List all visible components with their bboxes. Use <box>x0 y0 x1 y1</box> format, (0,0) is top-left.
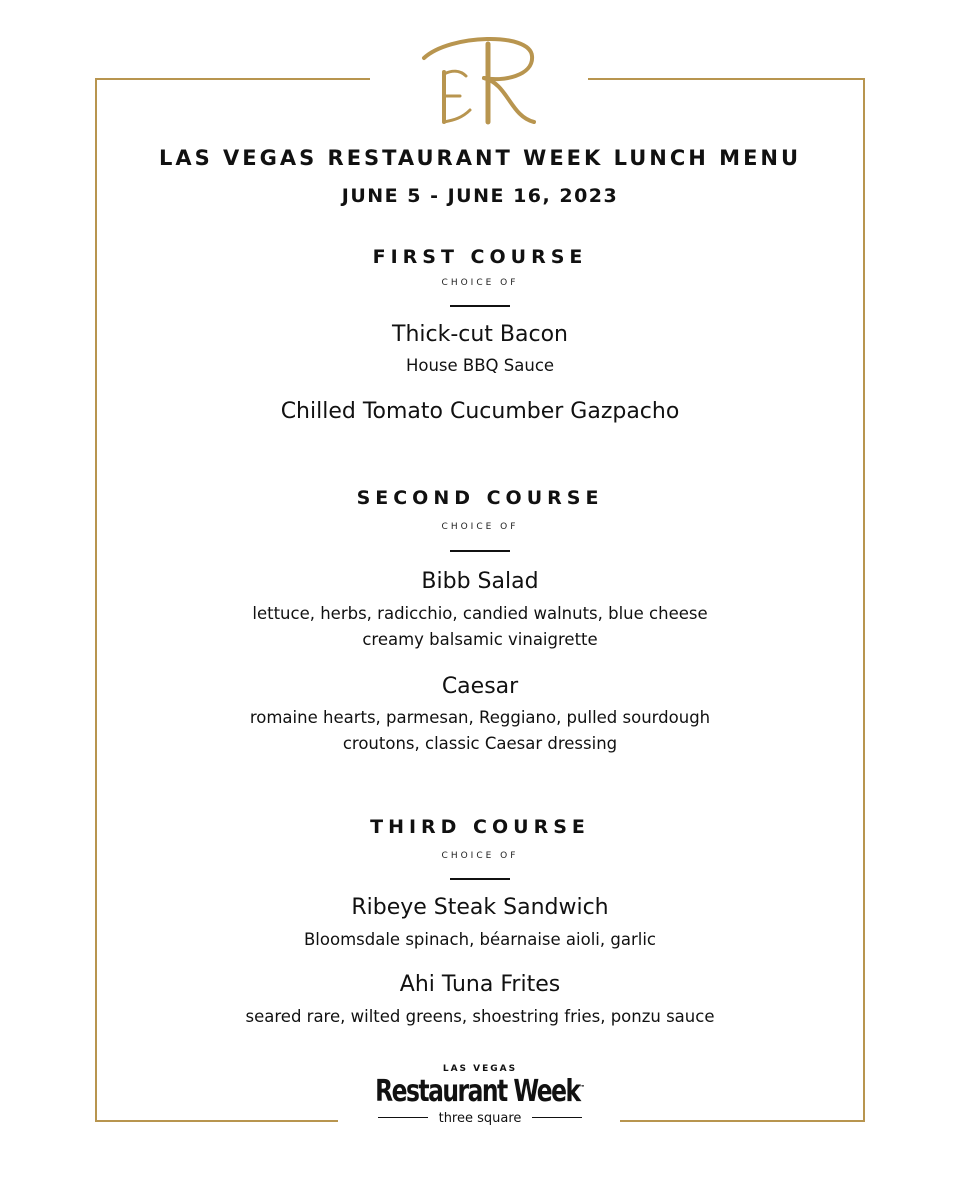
dish-description: House BBQ Sauce <box>405 356 555 375</box>
logo-three-square-text: three square <box>438 1110 522 1126</box>
logo-main-text: Restaurant Week <box>375 1074 580 1110</box>
dish-description: Bloomsdale spinach, béarnaise aioli, garlic <box>303 930 656 949</box>
first-course-choice-label: CHOICE OF <box>441 278 519 288</box>
second-course-divider <box>450 550 510 552</box>
logo-sub-line-left <box>378 1117 428 1118</box>
second-course-choice-label: CHOICE OF <box>441 522 519 532</box>
dish-description: seared rare, wilted greens, shoestring fries, ponzu sauce <box>245 1007 715 1026</box>
frame-bottom-left <box>95 1120 338 1122</box>
second-course-heading: SECOND COURSE <box>356 487 604 509</box>
logo-restaurant-week-text <box>360 1072 600 1110</box>
dish-name: Bibb Salad <box>421 569 539 594</box>
dish-name: Chilled Tomato Cucumber Gazpacho <box>280 399 680 424</box>
menu-title: LAS VEGAS RESTAURANT WEEK LUNCH MENU <box>158 146 802 170</box>
logo-sub-row <box>360 1109 600 1125</box>
logo-trademark: ™ <box>579 1084 585 1093</box>
er-monogram-logo <box>410 30 550 130</box>
dish-name: Ribeye Steak Sandwich <box>351 895 609 920</box>
dish-name: Thick-cut Bacon <box>392 322 568 347</box>
frame-top-right <box>588 78 865 80</box>
dish-name: Ahi Tuna Frites <box>399 972 561 997</box>
menu-dates: JUNE 5 - JUNE 16, 2023 <box>341 185 619 207</box>
third-course-heading: THIRD COURSE <box>370 816 590 838</box>
dish-description: lettuce, herbs, radicchio, candied walnuts, blue cheese <box>252 604 708 623</box>
frame-right <box>863 78 865 1122</box>
third-course-choice-label: CHOICE OF <box>441 851 519 861</box>
logo-las-vegas-text: LAS VEGAS <box>442 1064 518 1074</box>
restaurant-week-logo <box>360 1064 600 1136</box>
frame-top-left <box>95 78 370 80</box>
logo-sub-line-right <box>532 1117 582 1118</box>
dish-name: Caesar <box>441 674 519 699</box>
third-course-divider <box>450 878 510 880</box>
first-course-heading: FIRST COURSE <box>372 246 588 268</box>
frame-bottom-right <box>620 1120 865 1122</box>
first-course-divider <box>450 305 510 307</box>
frame-left <box>95 78 97 1122</box>
dish-description: creamy balsamic vinaigrette <box>362 630 598 649</box>
dish-description: croutons, classic Caesar dressing <box>342 734 618 753</box>
dish-description: romaine hearts, parmesan, Reggiano, pulled sourdough <box>249 708 711 727</box>
